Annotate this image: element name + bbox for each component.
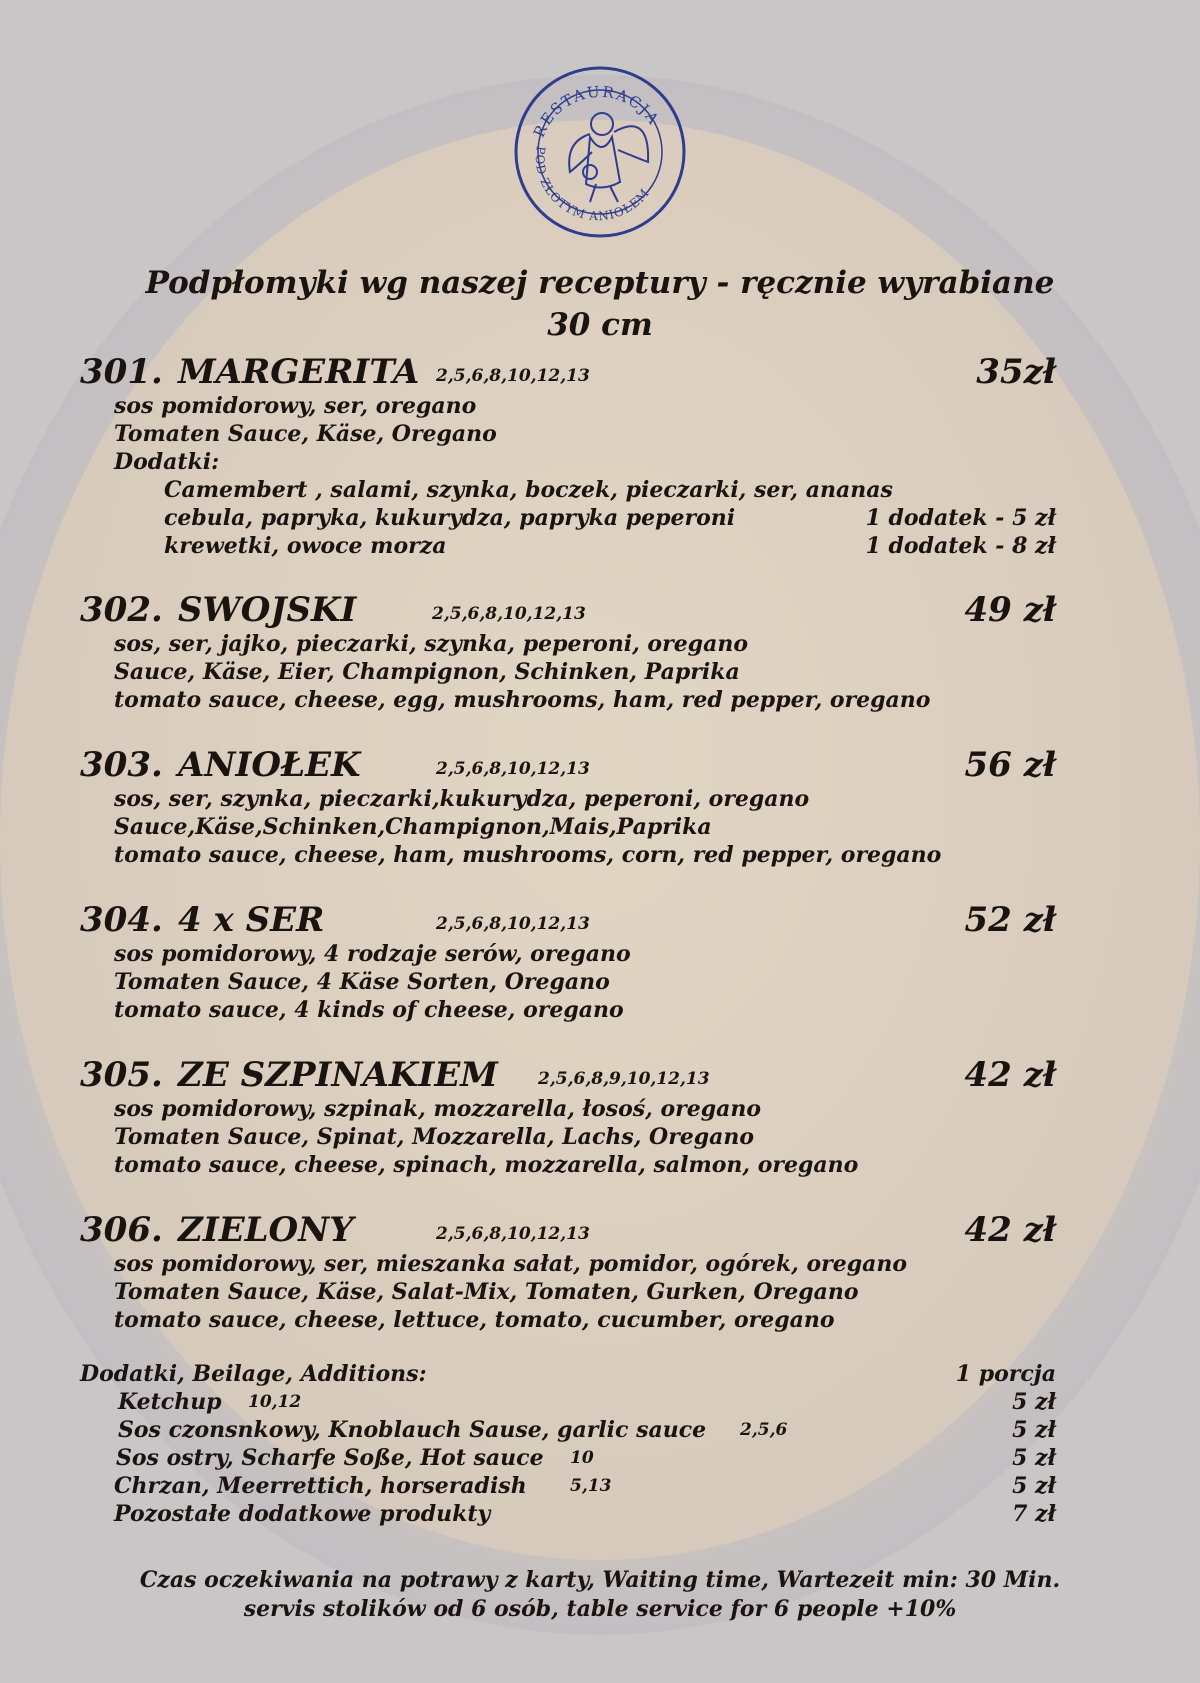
menu-item-303 [80,745,1080,869]
item-allergens: 2,5,6,8,10,12,13 [436,759,590,779]
item-desc-en: tomato sauce, cheese, lettuce, tomato, cucumber, oregano [114,1307,835,1333]
angel-icon [569,113,648,202]
item-price: 49 zł [964,590,1056,630]
item-desc-de: Sauce,Käse,Schinken,Champignon,Mais,Paprika [114,814,712,840]
addon-row [80,532,1080,560]
footer-note [0,1566,1200,1624]
extras-header: Dodatki, Beilage, Additions: [80,1361,427,1387]
item-price: 42 zł [964,1055,1056,1095]
item-name: ZE SZPINAKIEM [178,1055,498,1095]
addon-row [80,504,1080,532]
extras-row [80,1500,1080,1528]
extras-allergens: 10,12 [248,1392,302,1412]
item-desc-de: Tomaten Sauce, Käse, Salat-Mix, Tomaten, Gurken, Oregano [114,1279,859,1305]
addon-price: 1 dodatek - 8 zł [865,533,1056,559]
item-name: MARGERITA [178,352,420,392]
logo-text-top: RESTAURACJA [529,82,664,140]
item-desc-pl: sos, ser, szynka, pieczarki,kukurydza, peperoni, oregano [114,786,810,812]
extras-price: 5 zł [1012,1473,1056,1499]
item-desc-pl: sos pomidorowy, szpinak, mozzarella, łosoś, oregano [114,1096,762,1122]
item-number: 306. [80,1210,163,1250]
item-price: 56 zł [964,745,1056,785]
item-allergens: 2,5,6,8,9,10,12,13 [538,1069,710,1089]
item-desc-de: Tomaten Sauce, Käse, Oregano [114,421,497,447]
extras-portion: 1 porcja [955,1361,1056,1387]
extras-row [80,1416,1080,1444]
item-desc-en: tomato sauce, cheese, egg, mushrooms, ham, red pepper, oregano [114,687,931,713]
extras-allergens: 5,13 [570,1476,612,1496]
extras-section [80,1360,1080,1528]
item-allergens: 2,5,6,8,10,12,13 [436,1224,590,1244]
item-allergens: 2,5,6,8,10,12,13 [432,604,586,624]
extras-allergens: 2,5,6 [740,1420,788,1440]
menu-item-306 [80,1210,1080,1334]
extras-label: Sos czonsnkowy, Knoblauch Sause, garlic sauce [118,1417,707,1443]
menu-item-302 [80,590,1080,714]
item-name: ZIELONY [178,1210,354,1250]
extras-price: 5 zł [1012,1445,1056,1471]
extras-allergens: 10 [570,1448,594,1468]
item-number: 301. [80,352,163,392]
extras-price: 7 zł [1012,1501,1056,1527]
menu-item-304 [80,900,1080,1024]
item-number: 305. [80,1055,163,1095]
footer-line-2: servis stolików od 6 osób, table service for 6 people +10% [243,1596,957,1622]
item-name: SWOJSKI [178,590,357,630]
extras-row [80,1444,1080,1472]
item-price: 35zł [976,352,1056,392]
addon-text: krewetki, owoce morza [164,533,447,559]
menu-item-305 [80,1055,1080,1179]
extras-price: 5 zł [1012,1417,1056,1443]
item-desc-en: tomato sauce, cheese, spinach, mozzarella, salmon, oregano [114,1152,859,1178]
item-name: 4 x SER [178,900,325,940]
footer-line-1: Czas oczekiwania na potrawy z karty, Waiting time, Wartezeit min: 30 Min. [139,1567,1061,1593]
item-desc-pl: sos pomidorowy, ser, mieszanka sałat, pomidor, ogórek, oregano [114,1251,908,1277]
menu-item-301 [80,352,1080,560]
item-desc-en: tomato sauce, 4 kinds of cheese, oregano [114,997,624,1023]
item-desc-en: tomato sauce, cheese, ham, mushrooms, corn, red pepper, oregano [114,842,942,868]
logo-text-bottom: POD ZŁOTYM ANIOŁEM [532,145,653,224]
item-allergens: 2,5,6,8,10,12,13 [436,366,590,386]
restaurant-logo [510,62,690,242]
item-allergens: 2,5,6,8,10,12,13 [436,914,590,934]
menu-title [0,262,1200,346]
extras-label: Ketchup [118,1389,222,1415]
item-number: 302. [80,590,163,630]
addon-text: Camembert , salami, szynka, boczek, pieczarki, ser, ananas [164,477,893,503]
item-name: ANIOŁEK [178,745,361,785]
item-number: 304. [80,900,163,940]
extras-label: Pozostałe dodatkowe produkty [114,1501,491,1527]
extras-label: Sos ostry, Scharfe Soße, Hot sauce [116,1445,544,1471]
item-desc-pl: sos pomidorowy, ser, oregano [114,393,477,419]
item-desc-pl: sos pomidorowy, 4 rodzaje serów, oregano [114,941,631,967]
extras-label: Chrzan, Meerrettich, horseradish [114,1473,527,1499]
extras-row [80,1472,1080,1500]
title-line-2: 30 cm [547,307,653,343]
item-number: 303. [80,745,163,785]
title-line-1: Podpłomyki wg naszej receptury - ręcznie wyrabiane [145,265,1055,301]
addon-price: 1 dodatek - 5 zł [865,505,1056,531]
item-desc-de: Tomaten Sauce, 4 Käse Sorten, Oregano [114,969,610,995]
item-desc-pl: sos, ser, jajko, pieczarki, szynka, peperoni, oregano [114,631,748,657]
item-price: 42 zł [964,1210,1056,1250]
item-desc-de: Sauce, Käse, Eier, Champignon, Schinken, Paprika [114,659,740,685]
extras-price: 5 zł [1012,1389,1056,1415]
addon-text: cebula, papryka, kukurydza, papryka peperoni [164,505,736,531]
item-price: 52 zł [964,900,1056,940]
item-desc-de: Tomaten Sauce, Spinat, Mozzarella, Lachs, Oregano [114,1124,755,1150]
extras-row [80,1388,1080,1416]
item-addons-label: Dodatki: [114,449,220,475]
addon-row [80,476,1080,504]
